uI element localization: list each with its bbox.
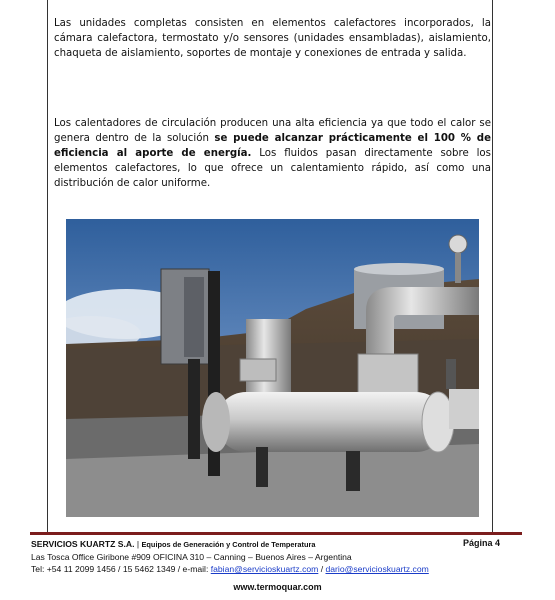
email-link-dario[interactable]: dario@servicioskuartz.com: [325, 564, 429, 574]
company-name: SERVICIOS KUARTZ S.A.: [31, 539, 135, 549]
footer-company-line: [31, 538, 511, 551]
paragraph-text: Los calentadores de circulación producen una alta eficiencia ya que todo el calor se genera dentro de la solución: [54, 118, 491, 144]
paragraph-text: Los fluidos pasan directamente sobre los elementos calefactores, lo que ofrece un calentamiento rápido, así como una distribución de calor uniforme.: [54, 148, 491, 189]
page-number: Página 4: [463, 538, 501, 548]
efficiency-highlight: se puede alcanzar prácticamente el 100 % de eficiencia al aporte de energía.: [54, 133, 491, 159]
paragraph-circulation-heaters: [54, 116, 491, 191]
phone-text: Tel: +54 11 2099 1456 / 15 5462 1349 / e-mail:: [31, 564, 211, 574]
separator: |: [134, 539, 142, 549]
paragraph-complete-units: Las unidades completas consisten en elementos calefactores incorporados, la cámara calefactora, termostato y/o sensores (unidades ensambladas), aislamiento, chaqueta de aislamiento, soportes de montaje y conexiones de entrada y salida.: [54, 18, 491, 59]
footer-contact-line: [31, 563, 511, 575]
footer-address: Las Tosca Office Giribone #909 OFICINA 310 – Canning – Buenos Aires – Argentina: [31, 552, 352, 562]
heater-installation-photo: [66, 219, 479, 517]
email-separator: /: [318, 564, 326, 574]
email-link-fabian[interactable]: fabian@servicioskuartz.com: [210, 564, 319, 574]
company-tagline: Equipos de Generación y Control de Temperatura: [141, 540, 316, 549]
website-link[interactable]: www.termoquar.com: [233, 582, 322, 592]
footer-rule: [30, 532, 522, 535]
